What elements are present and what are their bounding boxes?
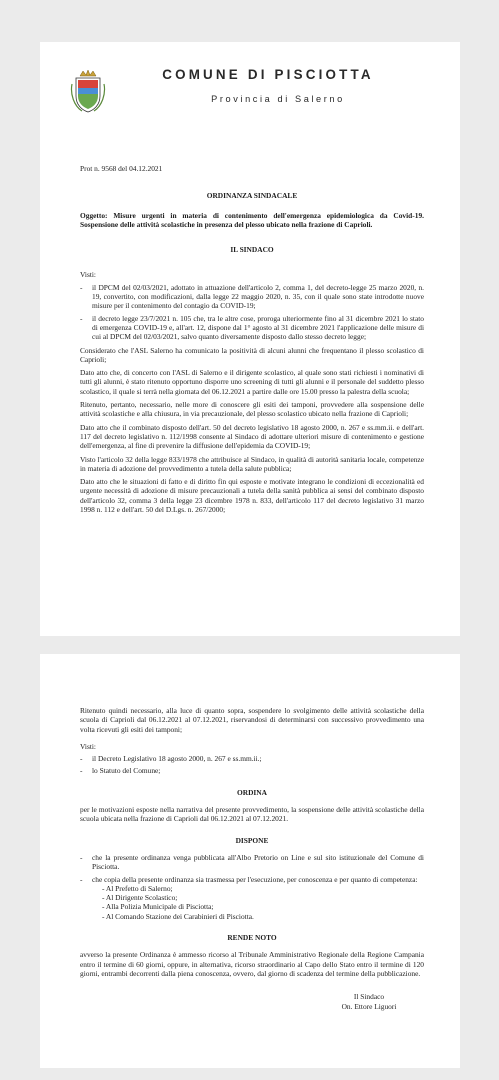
signature-name: On. Ettore Liguori <box>341 1001 397 1011</box>
list-item: - il decreto legge 23/7/2021 n. 105 che, tra le altre cose, proroga ulteriormente fino al 31 dicembre 2021 lo stato di emergenza COVID-19 e, all'art. 12, dispone dal 1° agosto al 31 dicembre 2021 l'applicazione delle misure di cui al DPCM del 02/03/2021, salvo quanto diversamente disposto dallo stesso decreto legge; <box>80 313 424 342</box>
paragraph: Ritenuto, pertanto, necessario, nelle more di conoscere gli esiti dei tamponi, provvedere alla sospensione delle attività scolastiche e alla chiusura, in via precauzionale, del plesso scolastico ubicato nella frazione di Caprioli; <box>80 400 424 419</box>
visti-list <box>80 283 424 342</box>
paragraph: Visto l'articolo 32 della legge 833/1978 che attribuisce al Sindaco, in qualità di autorità sanitaria locale, competenze in materia di adozione del provvedimento a tutela della salute pubblica; <box>80 454 424 473</box>
list-item: - Al Dirigente Scolastico; <box>102 893 178 903</box>
protocol-number: Prot n. 9568 del 04.12.2021 <box>80 164 163 173</box>
mayor-heading: IL SINDACO <box>230 245 274 255</box>
paragraph: Ritenuto quindi necessario, alla luce di quanto sopra, sospendere lo svolgimento delle attività scolastiche della scuola di Caprioli dal 06.12.2021 al 07.12.2021, riservandosi di determinarsi con successivo provvedimento una volta ricevuti gli esiti dei tamponi; <box>80 706 424 734</box>
recipients-list <box>80 884 424 921</box>
province-name: Provincia di Salerno <box>211 94 345 104</box>
signature-block <box>80 992 424 1011</box>
paragraph: Dato atto che, di concerto con l'ASL di Salerno e il dirigente scolastico, al quale sono stati richiesti i nominativi di tutti gli alunni, è stato ritenuto opportuno disporre uno screening di tutti gli alunni e il personale del suddetto plesso scolastico, il quale si terrà nella giornata del 06.12.2021 a partire dalle ore 15.00 presso la palestra della scuola; <box>80 368 424 396</box>
list-item: - Al Comando Stazione dei Carabinieri di Pisciotta. <box>102 911 254 921</box>
list-item: - Al Prefetto di Salerno; <box>102 883 173 893</box>
rende-noto-heading: RENDE NOTO <box>227 933 277 943</box>
municipality-name: COMUNE DI PISCIOTTA <box>162 67 374 82</box>
ordina-heading: ORDINA <box>237 787 267 797</box>
document-page-1 <box>40 42 460 636</box>
signature-role: Il Sindaco <box>353 992 385 1002</box>
letterhead <box>80 66 424 144</box>
list-item: - che la presente ordinanza venga pubblicata all'Albo Pretorio on Line e sul sito istituzionale del Comune di Pisciotta. <box>80 852 424 872</box>
list-item: - lo Statuto del Comune; <box>80 766 161 776</box>
municipal-crest-icon <box>70 70 106 114</box>
list-item: - che copia della presente ordinanza sia trasmessa per l'esecuzione, per conoscenza e per quanto di competenza: <box>80 874 418 884</box>
visti-label: Visti: <box>80 741 96 751</box>
list-item: - Alla Polizia Municipale di Pisciotta; <box>102 902 214 912</box>
paragraph: per le motivazioni esposte nella narrativa del presente provvedimento, la sospensione delle attività scolastiche della scuola ubicata nella frazione di Caprioli dal 06.12.2021 al 07.12.2021. <box>80 805 424 824</box>
dispone-list <box>80 853 424 884</box>
paragraph: Dato atto che le situazioni di fatto e di diritto fin qui esposte e motivate integrano le condizioni di eccezionalità ed urgente necessità di adozione di misure precauzionali a tutela della sanità pubblica ai sensi del combinato disposto dell'articolo 32, comma 3 della legge 23 dicembre 1978 n. 833, dell'articolo 117 del decreto legislativo 31 marzo 1998 n. 112 e dell'art. 50 del D.Lgs. n. 267/2000; <box>80 477 424 515</box>
document-page-2 <box>40 654 460 1068</box>
visti-label: Visti: <box>80 270 96 280</box>
paragraph: Dato atto che il combinato disposto dell'art. 50 del decreto legislativo 18 agosto 2000, n. 267 e ss.mm.ii. e dell'art. 117 del decreto legislativo n. 112/1998 consente al Sindaco di adottare ulteriori misure di contenimento e gestione dell'emergenza, al fine di prevenire la diffusione dell'epidemia da COVID-19; <box>80 422 424 451</box>
visti-list <box>80 754 424 776</box>
paragraph: Considerato che l'ASL Salerno ha comunicato la positività di alcuni alunni che frequentano il plesso scolastico di Caprioli; <box>80 345 424 364</box>
list-item: - il Decreto Legislativo 18 agosto 2000, n. 267 e ss.mm.ii.; <box>80 754 262 764</box>
dispone-heading: DISPONE <box>235 835 269 845</box>
subject-line: Oggetto: Misure urgenti in materia di contenimento dell'emergenza epidemiologica da Covid-19. Sospensione delle attività scolastiche in presenza del plesso ubicato nella frazione di Caprioli. <box>80 210 424 229</box>
paragraph: avverso la presente Ordinanza è ammesso ricorso al Tribunale Amministrativo Regionale della Regione Campania entro il termine di 60 giorni, oppure, in alternativa, ricorso straordinario al Capo dello Stato entro il termine di 120 giorni, entrambi decorrenti dalla piena conoscenza, ovvero, dal giorno di scadenza del termine della pubblicazione. <box>80 950 424 978</box>
ordinance-title: ORDINANZA SINDACALE <box>206 191 298 201</box>
list-item: - il DPCM del 02/03/2021, adottato in attuazione dell'articolo 2, comma 1, del decreto-legge 25 marzo 2020, n. 19, convertito, con modificazioni, dalla legge 22 maggio 2020, n. 35, con il quale sono state introdotte nuove misure per il contenimento del contagio da COVID-19; <box>80 282 424 311</box>
